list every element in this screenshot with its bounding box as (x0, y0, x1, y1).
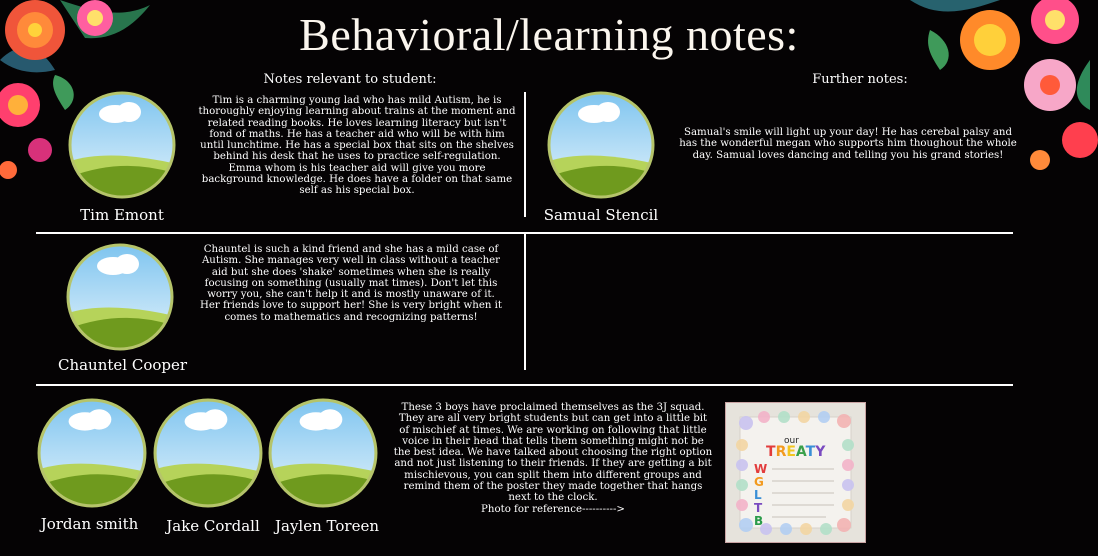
poster-treaty-letter: Y (815, 444, 826, 460)
student-note-chauntel: Chauntel is such a kind friend and she has a mild case of Autism. She manages very well in class without a teacher aid but she does 'shake' sometimes when she is really focusing on something (usually mat times). Don't let this worry you, she can't help it and is mostly unaware of it. Her friends love to support her! She is very bright when it comes to mathematics and recognizing patterns! (199, 244, 503, 323)
poster-side-letter: W (754, 462, 768, 476)
heading-notes-relevant: Notes relevant to student: (263, 72, 437, 87)
poster-side-letter: T (754, 501, 763, 515)
student-name-chauntel: Chauntel Cooper (57, 356, 188, 374)
treaty-poster-photo (725, 402, 866, 543)
student-name-samual: Samual Stencil (543, 206, 659, 224)
poster-treaty-text (766, 444, 826, 460)
poster-side-letter: G (754, 475, 764, 489)
student-note-tim: Tim is a charming young lad who has mild Autism, he is thoroughly enjoying learning about trains at the moment and related reading books. He loves learning literacy but isn't fond of maths. He has a teacher aid who will be with him until lunchtime. He has a special box that sits on the shelves behind his desk that he uses to practice self-regulation. Emma whom is his teacher aid will give you more background knowledge. He does have a folder on that same self as his special box. (198, 95, 516, 197)
student-name-jaylen: Jaylen Toreen (275, 517, 379, 535)
avatar-tim (67, 90, 177, 200)
page-title: Behavioral/learning notes: (299, 9, 799, 60)
avatar-samual (546, 90, 656, 200)
squad-note (393, 402, 713, 515)
poster-side-letter: L (754, 488, 762, 502)
poster-treaty-letter: R (775, 444, 787, 460)
poster-treaty-letter: T (766, 444, 776, 460)
avatar-chauntel (65, 242, 175, 352)
poster-treaty-letter: T (805, 444, 816, 460)
photo-reference-label: Photo for reference----------> (481, 503, 625, 515)
student-name-jordan: Jordan smith (40, 515, 139, 533)
poster-side-letter: B (754, 514, 764, 528)
avatar-jordan (36, 397, 148, 509)
column-divider-middle (524, 234, 526, 370)
poster-treaty-letter: A (795, 444, 806, 460)
student-name-tim: Tim Emont (80, 206, 164, 224)
squad-note-text: These 3 boys have proclaimed themselves as the 3J squad. They are all very bright students but can get into a little bit of mischief at times. We are working on following that little voice in their head that tells them something might not be the best idea. We have talked about choosing the right option and not just listening to their friends. If they are getting a bit mischievous, you can split them into different groups and remind them of the poster they made together that hangs next to the clock. (393, 402, 713, 504)
row-divider-2 (36, 384, 1013, 386)
treaty-poster-image (726, 403, 865, 542)
student-note-samual: Samual's smile will light up your day! He has cerebal palsy and has the wonderful megan who supports him thoughout the whole day. Samual loves dancing and telling you his grand stories! (679, 127, 1017, 161)
avatar-jake (152, 397, 264, 509)
poster-treaty-letter: E (786, 444, 796, 460)
column-divider-top (524, 92, 526, 217)
heading-further-notes: Further notes: (812, 72, 908, 87)
student-name-jake: Jake Cordall (166, 517, 260, 535)
poster-our-text: our (784, 436, 799, 446)
avatar-jaylen (267, 397, 379, 509)
